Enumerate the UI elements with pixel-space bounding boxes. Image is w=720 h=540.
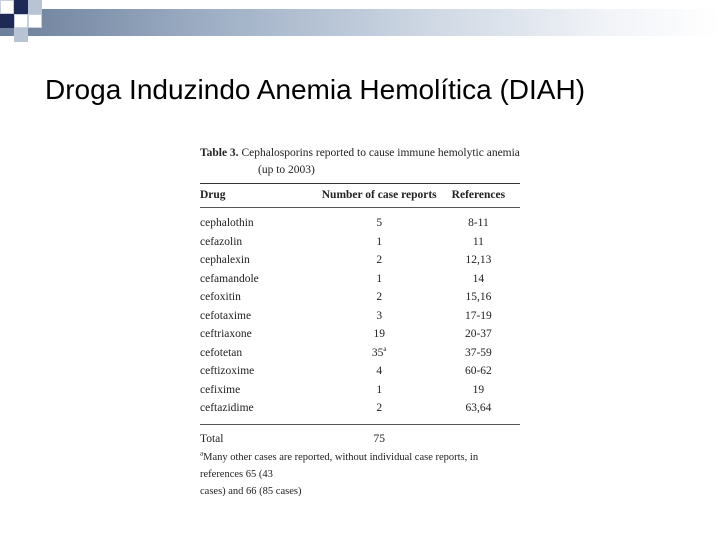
count-cell: 2 xyxy=(376,402,383,414)
references-cell: 63,64 xyxy=(465,402,492,414)
references-cell: 20-37 xyxy=(464,328,492,340)
table-row xyxy=(200,214,520,233)
table-row xyxy=(200,325,520,344)
table-row xyxy=(200,288,520,307)
table-row xyxy=(200,270,520,289)
count-cell: 5 xyxy=(376,217,383,229)
references-cell: 15,16 xyxy=(465,291,492,303)
total-label: Total xyxy=(200,432,224,445)
decor-square xyxy=(14,28,28,42)
table-row xyxy=(200,381,520,400)
count-cell: 19 xyxy=(373,328,385,340)
drug-cell: cefazolin xyxy=(200,235,243,248)
drug-cell: ceftizoxime xyxy=(200,365,255,377)
count-cell: 2 xyxy=(376,254,383,266)
column-header-count: Number of case reports xyxy=(321,189,437,201)
table-total-row xyxy=(200,431,520,447)
references-cell: 14 xyxy=(472,272,485,285)
references-cell: 17-19 xyxy=(464,309,492,322)
total-value: 75 xyxy=(373,432,385,445)
table-caption xyxy=(200,145,520,179)
decor-square xyxy=(14,0,28,14)
references-cell: 12,13 xyxy=(465,254,492,266)
drug-cell: cephalexin xyxy=(200,254,250,266)
table-row xyxy=(200,233,520,252)
table-label: Table 3. xyxy=(200,147,239,159)
count-cell: 1 xyxy=(376,383,383,396)
references-cell: 37-59 xyxy=(464,346,492,359)
drug-cell: cephalothin xyxy=(200,217,254,229)
count-cell: 1 xyxy=(376,235,383,248)
references-cell: 11 xyxy=(472,235,484,248)
table-row xyxy=(200,251,520,270)
drug-cell: cefotaxime xyxy=(200,309,252,322)
table-figure xyxy=(200,145,520,500)
count-cell: 4 xyxy=(376,365,383,377)
count-cell xyxy=(322,344,437,363)
drug-cell: cefotetan xyxy=(200,346,243,359)
decor-square xyxy=(14,14,28,28)
table-row xyxy=(200,344,520,363)
references-cell: 19 xyxy=(472,383,485,396)
table-header-row xyxy=(200,184,520,207)
footnote-line2: cases) and 66 (85 cases) xyxy=(200,485,302,497)
decor-square xyxy=(28,0,42,14)
slide-title: Droga Induzindo Anemia Hemolítica (DIAH) xyxy=(45,74,586,105)
decor-square xyxy=(0,14,14,28)
column-header-drug: Drug xyxy=(200,189,226,201)
drug-cell: cefamandole xyxy=(200,272,259,285)
table-caption-line1: Cephalosporins reported to cause immune hemolytic anemia xyxy=(241,147,520,159)
references-cell: 60-62 xyxy=(464,365,492,377)
count-cell: 2 xyxy=(376,291,383,303)
column-header-references: References xyxy=(451,189,506,201)
footnote-marker: a xyxy=(383,344,387,353)
drug-cell: cefoxitin xyxy=(200,291,241,303)
drug-cell: cefixime xyxy=(200,383,241,396)
count-value: 35 xyxy=(371,346,384,359)
cephalosporin-table xyxy=(200,184,520,447)
table-caption-line2: (up to 2003) xyxy=(258,164,315,176)
decor-square xyxy=(28,14,42,28)
count-cell: 1 xyxy=(376,272,383,285)
footnote-line1: Many other cases are reported, without individual case reports, in references 65 (43 xyxy=(200,451,479,480)
table-footnote xyxy=(200,449,520,500)
drug-cell: ceftriaxone xyxy=(200,328,252,340)
drug-cell: ceftazidime xyxy=(200,402,254,414)
table-row xyxy=(200,307,520,326)
table-row xyxy=(200,399,520,418)
references-cell: 8-11 xyxy=(468,217,489,229)
table-row xyxy=(200,362,520,381)
decor-square xyxy=(0,0,14,14)
count-cell: 3 xyxy=(376,309,383,322)
footnote-marker: a xyxy=(200,449,204,457)
header-gradient-bar xyxy=(0,9,720,36)
